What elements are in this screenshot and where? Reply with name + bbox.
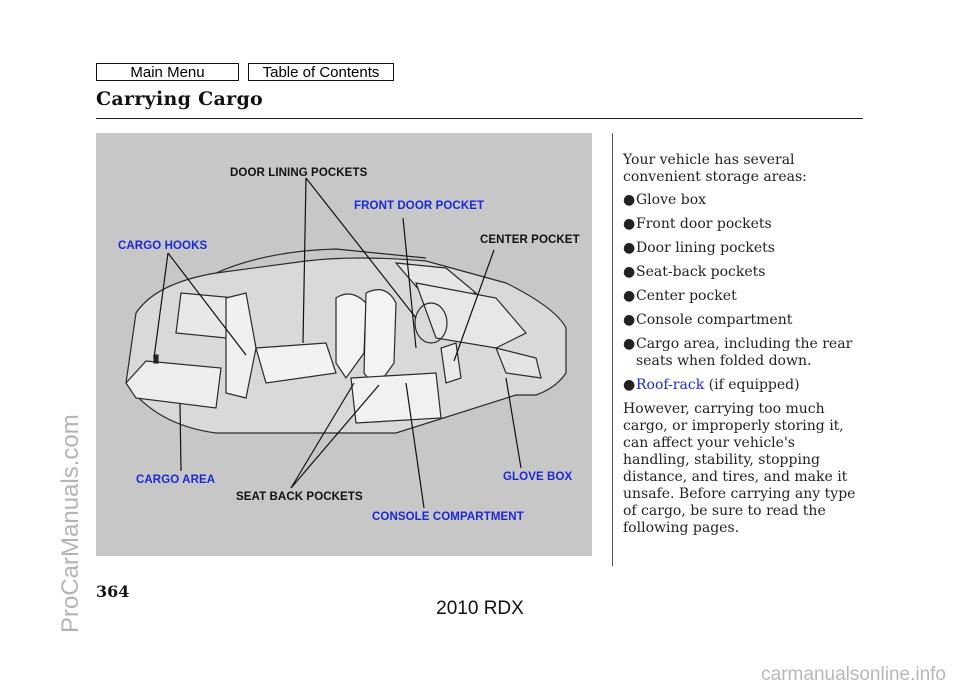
bullet-icon: ● (623, 377, 636, 393)
bullet-icon: ● (623, 336, 636, 352)
cargo-warning-paragraph: However, carrying too much cargo, or improperly storing it, can affect your vehicle's handling, stability, stopping distance, and tires, and make it unsafe. Before carrying any type of cargo, be sure to read the following pages. (623, 401, 856, 536)
storage-list (623, 192, 863, 394)
roof-rack-link[interactable]: Roof-rack (636, 377, 705, 393)
storage-description (623, 152, 863, 537)
intro-paragraph: Your vehicle has several convenient storage areas: (623, 152, 807, 185)
bullet-icon: ● (623, 288, 636, 304)
bullet-icon: ● (623, 264, 636, 280)
bottom-watermark: carmanualsonline.info (761, 664, 946, 685)
page-number: 364 (96, 582, 130, 601)
vehicle-storage-illustration (96, 133, 592, 556)
list-item: ● Center pocket (623, 288, 737, 304)
title-divider (96, 118, 863, 119)
list-item: ● Console compartment (623, 312, 793, 328)
label-console-compartment: CONSOLE COMPARTMENT (372, 511, 524, 523)
footer-model: 2010 RDX (436, 598, 524, 619)
list-item: ● Seat-back pockets (623, 264, 766, 280)
column-divider (612, 133, 613, 566)
label-door-lining-pockets: DOOR LINING POCKETS (230, 167, 368, 179)
label-glove-box: GLOVE BOX (503, 471, 573, 483)
main-menu-button[interactable]: Main Menu (96, 63, 239, 81)
label-cargo-area: CARGO AREA (136, 474, 216, 486)
label-seat-back-pockets: SEAT BACK POCKETS (236, 491, 363, 503)
label-front-door-pocket: FRONT DOOR POCKET (354, 200, 485, 212)
label-center-pocket: CENTER POCKET (480, 234, 580, 246)
roof-rack-note: (if equipped) (704, 377, 800, 393)
label-cargo-hooks: CARGO HOOKS (118, 240, 208, 252)
page-title: Carrying Cargo (96, 88, 264, 110)
list-item: ● Glove box (623, 192, 707, 208)
bullet-icon: ● (623, 192, 636, 208)
table-of-contents-button[interactable]: Table of Contents (248, 63, 394, 81)
bullet-icon: ● (623, 312, 636, 328)
side-watermark: ProCarManuals.com (57, 414, 84, 633)
list-item: ● Door lining pockets (623, 240, 775, 256)
list-item: ● Front door pockets (623, 216, 772, 232)
list-item: ● Cargo area, including the rear seats when folded down. (623, 336, 853, 369)
list-item (623, 377, 863, 394)
bullet-icon: ● (623, 216, 636, 232)
bullet-icon: ● (623, 240, 636, 256)
